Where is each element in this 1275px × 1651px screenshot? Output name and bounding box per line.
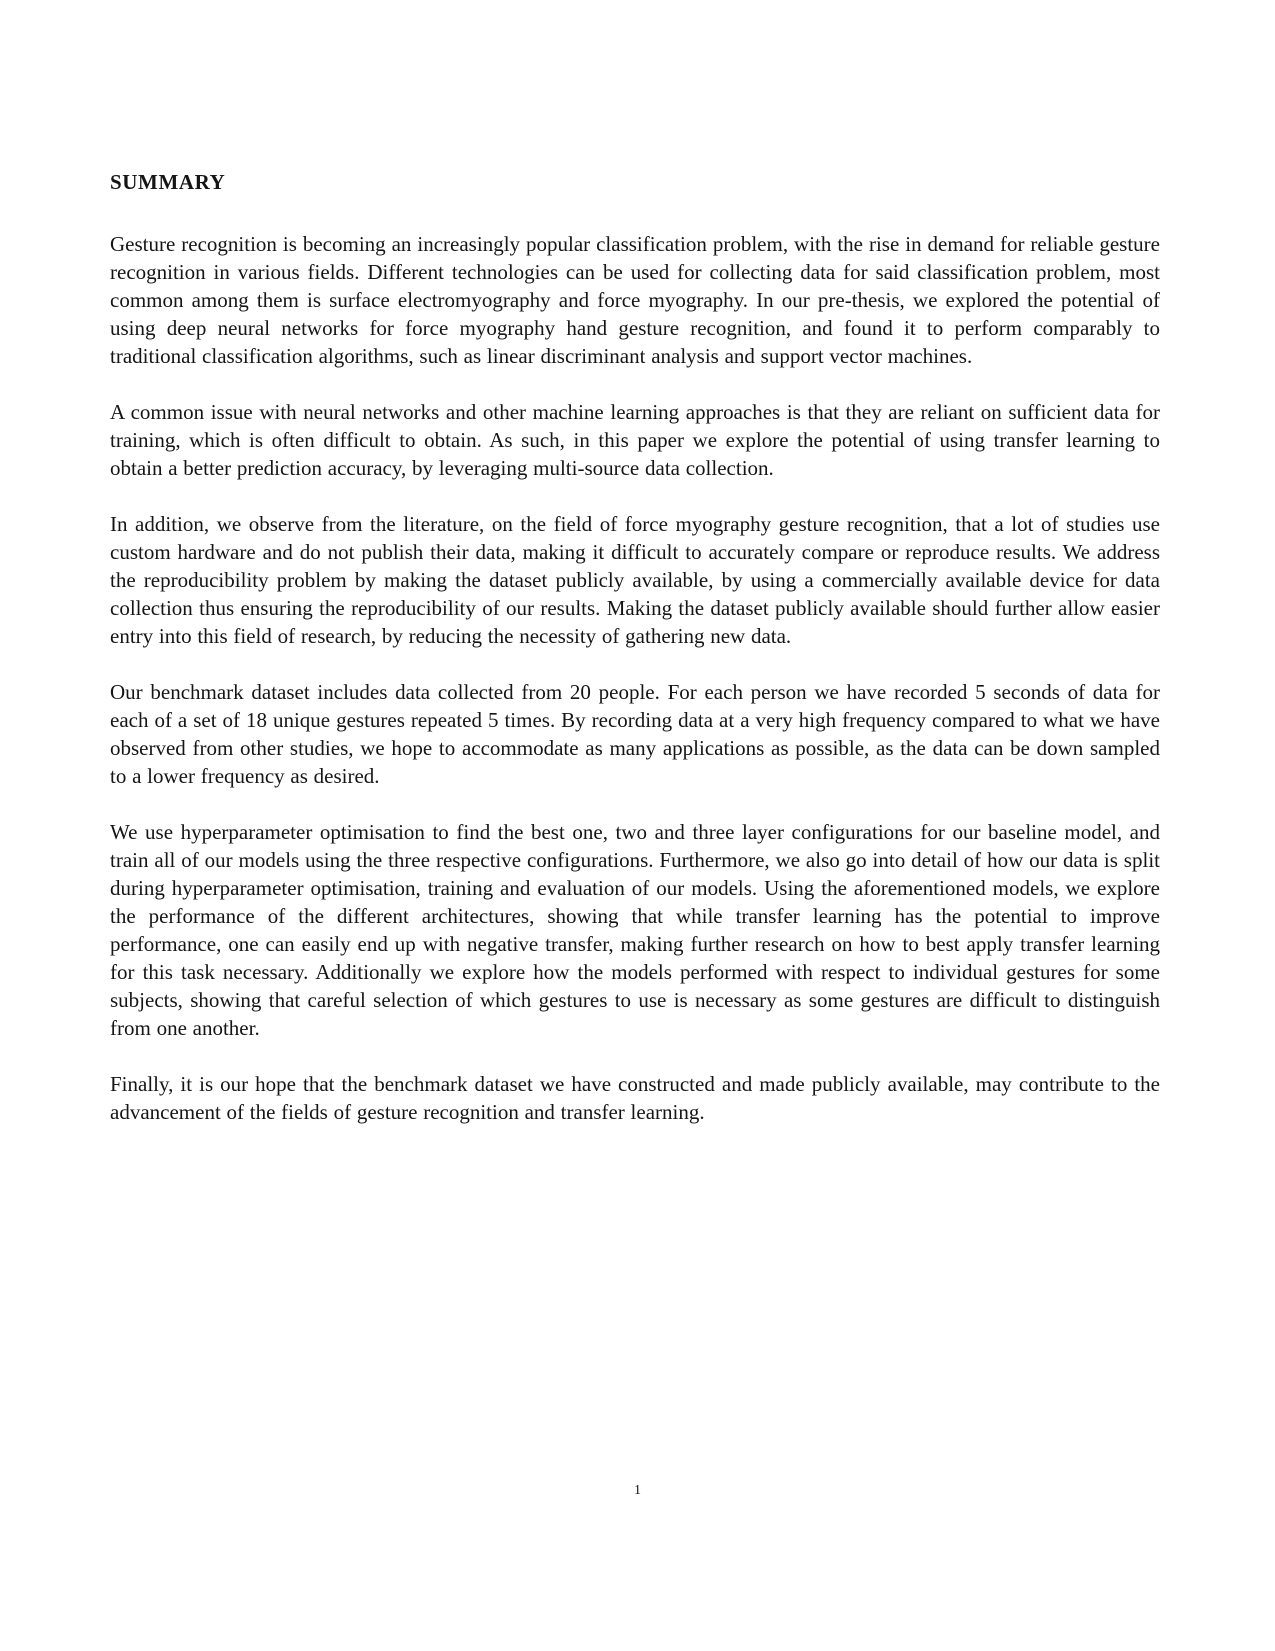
paragraph-gesture-recognition-intro: Gesture recognition is becoming an increasingly popular classification problem, with the rise in demand for reliable gesture recognition in various fields. Different technologies can be used for collecting data for said classification problem, most common among them is surface electromyography and force myography. In our pre-thesis, we explored the potential of using deep neural networks for force myography hand gesture recognition, and found it to perform comparably to traditional classification algorithms, such as linear discriminant analysis and support vector machines. [110, 232, 1160, 368]
paragraph-benchmark-dataset: Our benchmark dataset includes data collected from 20 people. For each person we have recorded 5 seconds of data for each of a set of 18 unique gestures repeated 5 times. By recording data at a very high frequency compared to what we have observed from other studies, we hope to accommodate as many applications as possible, as the data can be down sampled to a lower frequency as desired. [110, 680, 1160, 788]
paragraph-hyperparameter-optimisation: We use hyperparameter optimisation to find the best one, two and three layer configurations for our baseline model, and train all of our models using the three respective configurations. Furthermore, we also go into detail of how our data is split during hyperparameter optimisation, training and evaluation of our models. Using the aforementioned models, we explore the performance of the different architectures, showing that while transfer learning has the potential to improve performance, one can easily end up with negative transfer, making further research on how to best apply transfer learning for this task necessary. Additionally we explore how the models performed with respect to individual gestures for some subjects, showing that careful selection of which gestures to use is necessary as some gestures are difficult to distinguish from one another. [110, 820, 1160, 1040]
paragraph-reproducibility: In addition, we observe from the literature, on the field of force myography gesture recognition, that a lot of studies use custom hardware and do not publish their data, making it difficult to accurately compare or reproduce results. We address the reproducibility problem by making the dataset publicly available, by using a commercially available device for data collection thus ensuring the reproducibility of our results. Making the dataset publicly available should further allow easier entry into this field of research, by reducing the necessity of gathering new data. [110, 512, 1160, 648]
document-page [110, 168, 1160, 1126]
paragraph-closing-hope: Finally, it is our hope that the benchmark dataset we have constructed and made publicly available, may contribute to the advancement of the fields of gesture recognition and transfer learning. [110, 1072, 1160, 1124]
paragraph-data-reliance-transfer-learning: A common issue with neural networks and other machine learning approaches is that they are reliant on sufficient data for training, which is often difficult to obtain. As such, in this paper we explore the potential of using transfer learning to obtain a better prediction accuracy, by leveraging multi-source data collection. [110, 400, 1160, 480]
page-number: 1 [634, 1483, 641, 1498]
summary-heading: SUMMARY [110, 170, 226, 194]
